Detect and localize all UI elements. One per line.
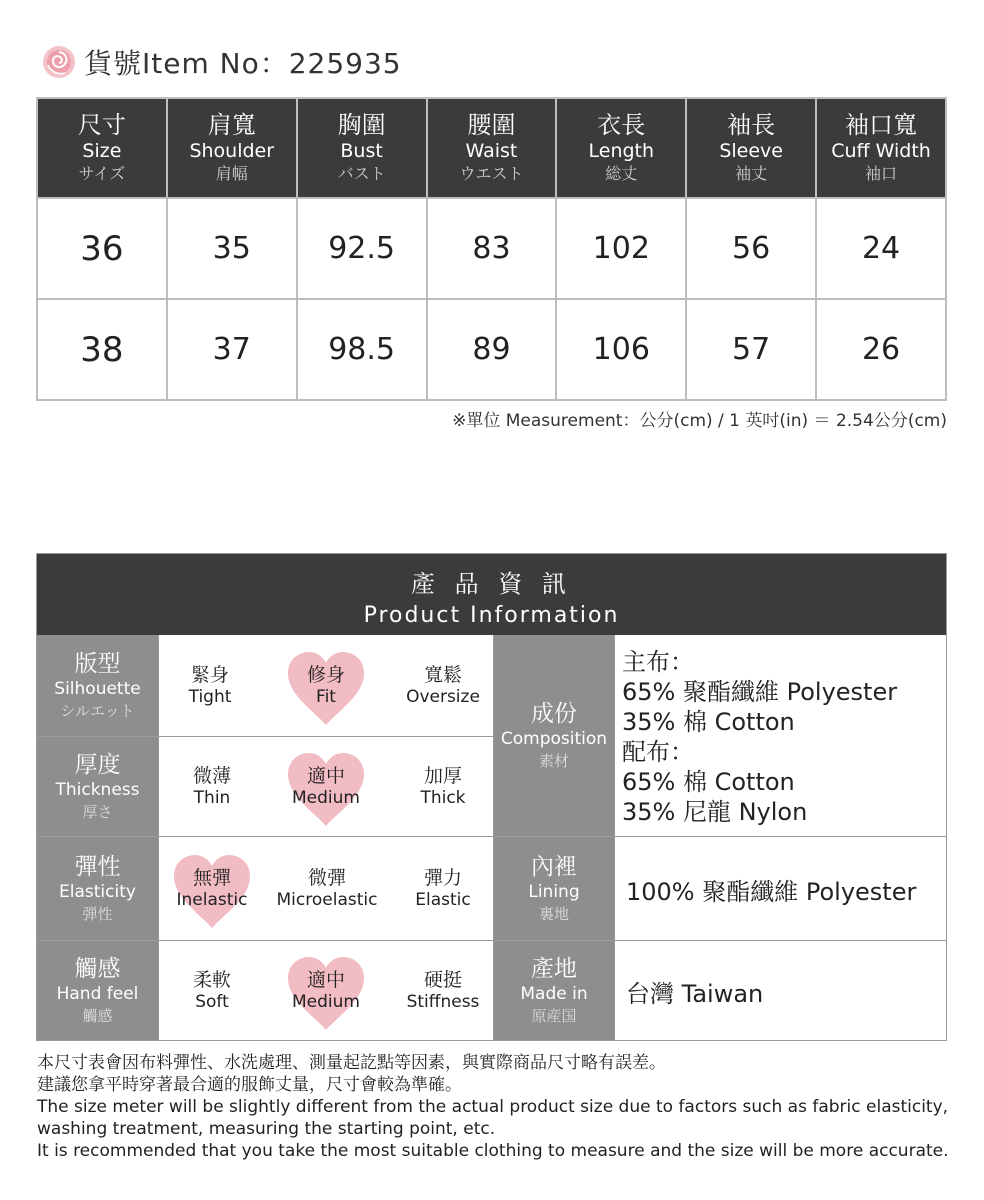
header-bust [297, 98, 427, 198]
label-composition [494, 635, 614, 836]
composition-line: 65% 棉 Cotton [622, 768, 795, 796]
option-zh: 適中 [306, 968, 345, 991]
option-zh: 柔軟 [192, 968, 231, 991]
option-thick [388, 737, 498, 836]
sleeve-cell: 56 [686, 198, 816, 299]
option-zh: 加厚 [423, 764, 462, 787]
option-en: Medium [292, 991, 360, 1012]
footer-line: The size meter will be slightly different from the actual product size due to factors such as fabric elasticity, [37, 1097, 949, 1117]
option-zh: 微薄 [192, 764, 231, 787]
option-medium-selected [271, 737, 381, 836]
label-zh: 觸感 [74, 955, 121, 982]
label-jp: 觸感 [82, 1006, 113, 1025]
size-cell: 36 [37, 198, 167, 299]
length-cell: 106 [556, 299, 686, 400]
option-oversize [388, 635, 498, 736]
header-label-jp: 袖丈 [735, 164, 768, 183]
label-jp: 原産国 [531, 1006, 577, 1025]
label-thickness [37, 737, 158, 836]
cuff-width-cell: 24 [816, 198, 946, 299]
composition-line: 65% 聚酯纖維 Polyester [622, 678, 898, 706]
option-zh: 無彈 [192, 866, 231, 889]
composition-line: 35% 棉 Cotton [622, 708, 795, 736]
label-en: Lining [528, 881, 580, 902]
item-header [42, 42, 402, 82]
label-jp: 裏地 [538, 904, 569, 923]
length-cell: 102 [556, 198, 686, 299]
composition-line: 35% 尼龍 Nylon [622, 798, 808, 826]
header-label-zh: 袖長 [727, 111, 776, 139]
header-label-zh: 腰圍 [467, 111, 516, 139]
option-fit-selected [271, 635, 381, 736]
label-zh: 成份 [531, 700, 577, 727]
waist-cell: 89 [427, 299, 557, 400]
label-en: Thickness [55, 779, 140, 800]
header-label-jp: 総丈 [605, 164, 638, 183]
header-cuff-width [816, 98, 946, 198]
label-zh: 內裡 [531, 853, 577, 880]
label-en: Hand feel [56, 983, 139, 1004]
label-elasticity [37, 837, 158, 940]
header-label-en: Cuff Width [831, 140, 931, 162]
label-en: Silhouette [54, 678, 141, 699]
label-hand-feel [37, 941, 158, 1040]
option-zh: 硬挺 [423, 968, 462, 991]
header-label-en: Bust [340, 140, 383, 162]
label-jp: 弾性 [82, 904, 113, 923]
label-zh: 版型 [74, 650, 121, 677]
option-elastic [388, 837, 498, 940]
option-en: Stiffness [406, 991, 480, 1012]
header-label-en: Size [82, 140, 122, 162]
header-label-en: Waist [465, 140, 518, 162]
header-label-en: Shoulder [189, 140, 275, 162]
header-waist [427, 98, 557, 198]
option-zh: 彈力 [423, 866, 462, 889]
header-label-jp: ウエスト [459, 164, 524, 183]
header-label-zh: 尺寸 [77, 111, 126, 139]
size-table [36, 97, 947, 401]
label-lining [494, 837, 614, 940]
bust-cell: 92.5 [297, 198, 427, 299]
option-soft [157, 941, 267, 1040]
header-shoulder [167, 98, 297, 198]
bust-cell: 98.5 [297, 299, 427, 400]
option-en: Tight [188, 686, 232, 707]
label-en: Composition [500, 728, 608, 749]
header-size [37, 98, 167, 198]
header-label-jp: 袖口 [865, 164, 898, 183]
composition-line: 主布： [622, 648, 694, 676]
option-en: Soft [195, 991, 229, 1012]
option-medium-selected [271, 941, 381, 1040]
table-row [37, 198, 946, 299]
option-en: Medium [292, 787, 360, 808]
header-label-jp: 肩幅 [215, 164, 248, 183]
header-length [556, 98, 686, 198]
waist-cell: 83 [427, 198, 557, 299]
divider [614, 635, 615, 1040]
item-number: 貨號Item No：225935 [84, 47, 402, 80]
label-zh: 厚度 [74, 751, 121, 778]
shoulder-cell: 37 [167, 299, 297, 400]
footer-line: 建議您拿平時穿著最合適的服飾丈量，尺寸會較為準確。 [37, 1075, 462, 1095]
label-silhouette [37, 635, 158, 736]
header-label-zh: 胸圍 [337, 111, 386, 139]
label-zh: 彈性 [74, 853, 121, 880]
header-label-jp: バスト [337, 164, 386, 183]
size-cell: 38 [37, 299, 167, 400]
option-en: Thin [193, 787, 231, 808]
option-stiffness [388, 941, 498, 1040]
header-label-en: Length [588, 140, 655, 162]
product-info-title-zh: 產 品 資 訊 [411, 570, 572, 598]
cuff-width-cell: 26 [816, 299, 946, 400]
product-info-panel [36, 553, 947, 1041]
label-made-in [494, 941, 614, 1040]
option-zh: 修身 [306, 663, 345, 686]
option-en: Oversize [406, 686, 480, 707]
option-zh: 緊身 [190, 663, 229, 686]
option-thin [157, 737, 267, 836]
label-en: Made in [520, 983, 588, 1004]
option-tight [155, 635, 265, 736]
header-label-en: Sleeve [719, 140, 783, 162]
header-label-zh: 袖口寬 [845, 111, 918, 139]
footer-line: washing treatment, measuring the starting point, etc. [37, 1119, 496, 1139]
size-table-header-row [37, 98, 946, 198]
option-zh: 適中 [306, 764, 345, 787]
label-jp: 厚さ [82, 802, 113, 821]
header-label-jp: サイズ [78, 164, 126, 183]
label-en: Elasticity [59, 881, 136, 902]
header-label-zh: 肩寬 [207, 111, 256, 139]
option-en: Inelastic [176, 889, 248, 910]
label-zh: 產地 [531, 955, 577, 982]
option-inelastic-selected [157, 837, 267, 940]
option-en: Thick [420, 787, 466, 808]
shoulder-cell: 35 [167, 198, 297, 299]
unit-note: ※單位 Measurement：公分(cm) / 1 英吋(in) ＝ 2.54公分(cm) [452, 411, 947, 431]
footer-line: It is recommended that you take the most suitable clothing to measure and the size will be more accurate. [37, 1141, 949, 1161]
option-zh: 寬鬆 [423, 663, 462, 686]
composition-line: 配布： [622, 738, 694, 766]
option-zh: 微彈 [307, 866, 346, 889]
rose-icon [42, 45, 76, 79]
option-microelastic [265, 837, 389, 940]
option-en: Elastic [415, 889, 471, 910]
composition-value [622, 647, 897, 827]
footer-line: 本尺寸表會因布料彈性、水洗處理、測量起訖點等因素，與實際商品尺寸略有誤差。 [37, 1053, 666, 1073]
sleeve-cell: 57 [686, 299, 816, 400]
header-label-zh: 衣長 [597, 111, 646, 139]
label-jp: シルエット [60, 701, 135, 720]
option-en: Microelastic [276, 889, 378, 910]
lining-value: 100% 聚酯纖維 Polyester [626, 878, 917, 906]
header-sleeve [686, 98, 816, 198]
footer-note [37, 1052, 949, 1162]
product-info-title-en: Product Information [363, 603, 620, 628]
option-en: Fit [316, 686, 336, 707]
made-in-value: 台灣 Taiwan [626, 980, 764, 1008]
table-row [37, 299, 946, 400]
product-info-header [37, 554, 946, 635]
label-jp: 素材 [538, 751, 569, 770]
